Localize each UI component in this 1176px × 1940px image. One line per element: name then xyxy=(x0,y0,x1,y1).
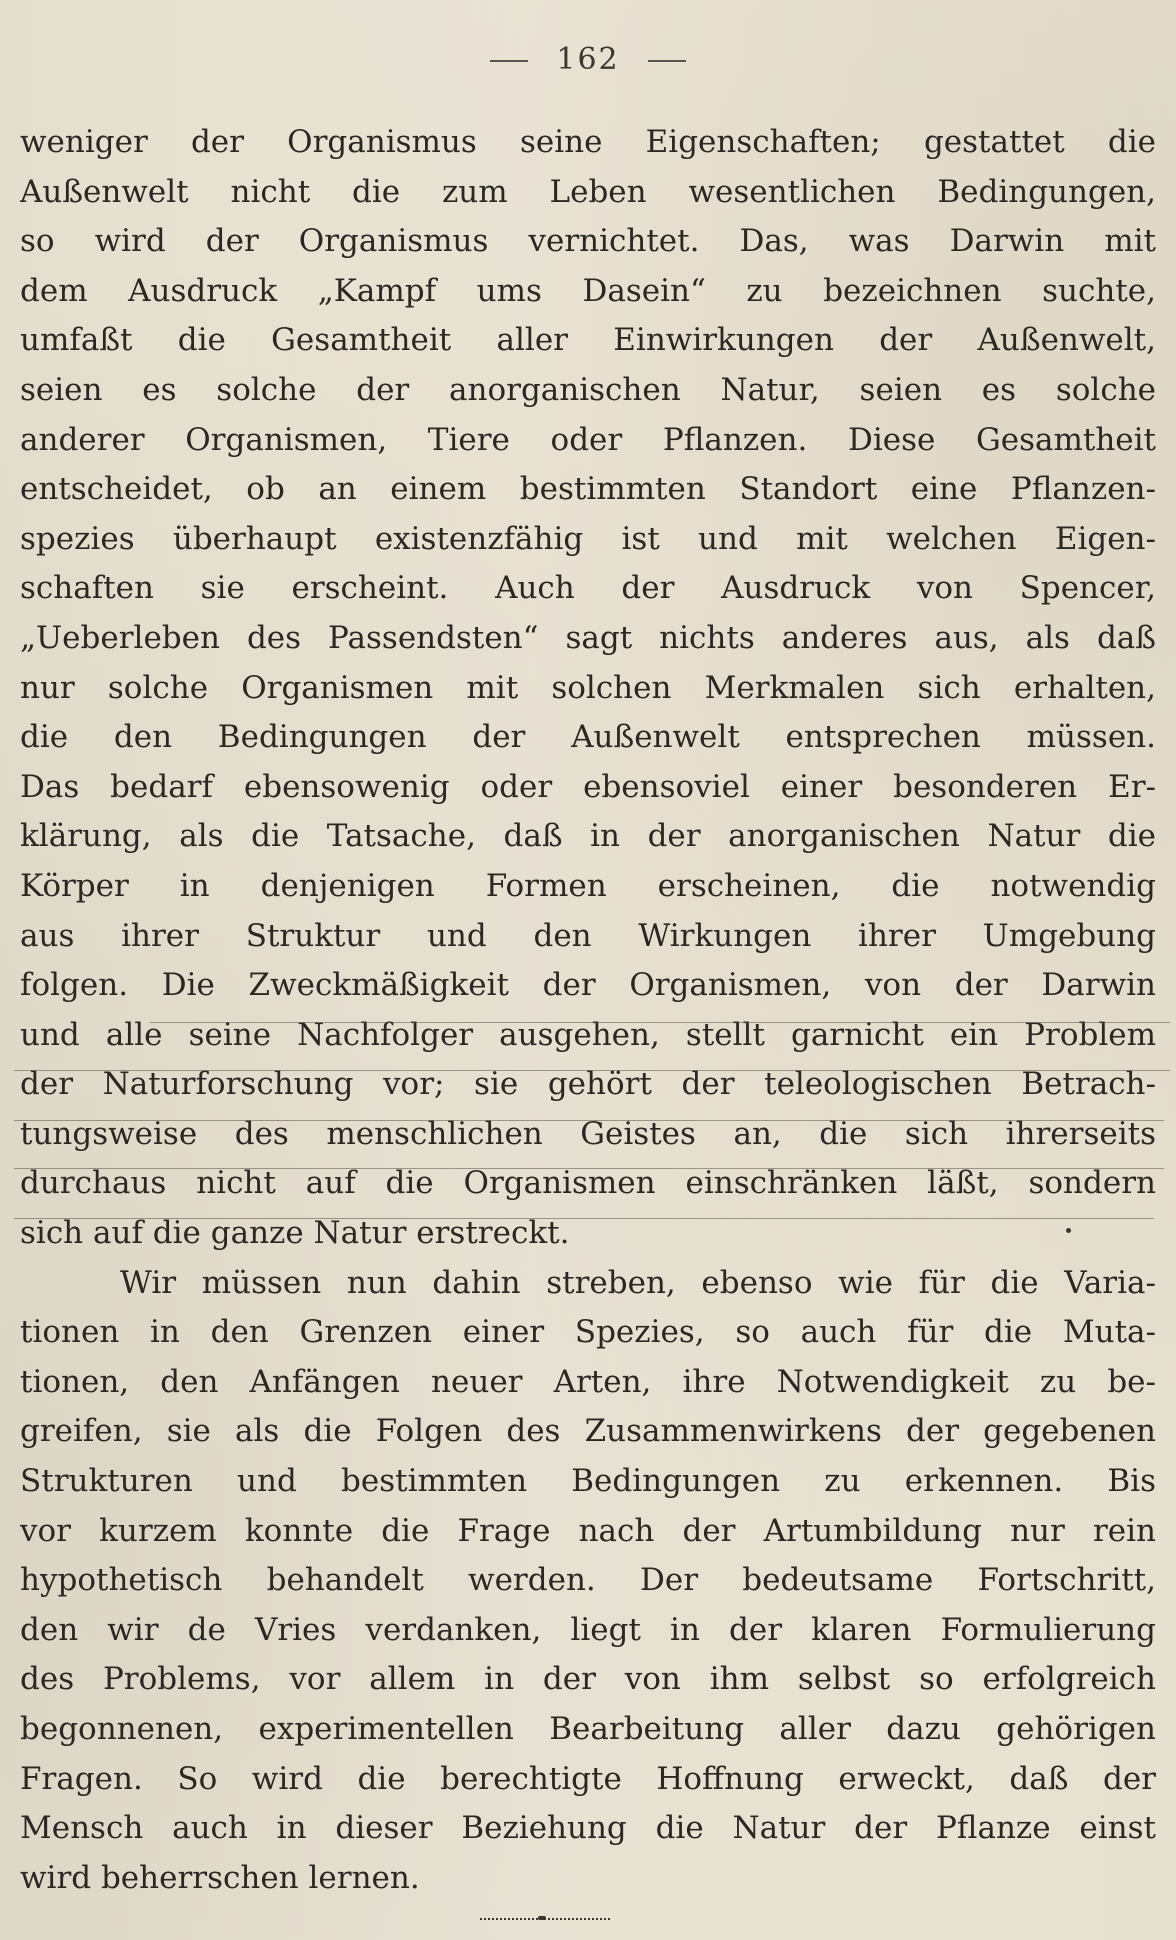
text-line: „Ueberleben des Passendsten“ sagt nichts anderes aus, als daß xyxy=(20,619,1156,656)
pencil-underline xyxy=(14,1070,1170,1071)
ink-speck xyxy=(1066,1228,1071,1233)
pencil-underline xyxy=(150,1022,1170,1023)
text-line: Körper in denjenigen Formen erscheinen, die notwendig xyxy=(20,867,1156,904)
text-line: begonnenen, experimentellen Bearbeitung aller dazu gehörigen xyxy=(20,1711,1156,1747)
pencil-underline xyxy=(14,1168,1164,1169)
text-line: seien es solche der anorganischen Natur, seien es solche xyxy=(20,371,1156,408)
text-line: durchaus nicht auf die Organismen einschränken läßt, sondern xyxy=(20,1165,1156,1202)
text-line: Mensch auch in dieser Beziehung die Natur der Pflanze einst xyxy=(20,1810,1156,1847)
text-line: Strukturen und bestimmten Bedingungen zu erkennen. Bis xyxy=(20,1463,1156,1500)
text-line: den wir de Vries verdanken, liegt in der klaren Formulierung xyxy=(20,1611,1156,1648)
text-line: entscheidet, ob an einem bestimmten Standort eine Pflanzen- xyxy=(20,471,1156,508)
left-dash xyxy=(490,60,528,62)
text-line: der Naturforschung vor; sie gehört der teleologischen Betrach- xyxy=(20,1066,1156,1103)
text-line: klärung, als die Tatsache, daß in der anorganischen Natur die xyxy=(20,818,1156,855)
text-line: des Problems, vor allem in der von ihm selbst so erfolgreich xyxy=(20,1661,1156,1698)
text-line: folgen. Die Zweckmäßigkeit der Organismen, von der Darwin xyxy=(20,967,1156,1004)
text-line: vor kurzem konnte die Frage nach der Artumbildung nur rein xyxy=(20,1512,1156,1549)
text-line: aus ihrer Struktur und den Wirkungen ihrer Umgebung xyxy=(20,917,1156,954)
page-number-header xyxy=(0,42,1176,77)
pencil-underline xyxy=(14,1218,1154,1219)
text-line: tionen, den Anfängen neuer Arten, ihre Notwendigkeit zu be- xyxy=(20,1363,1156,1400)
text-line: die den Bedingungen der Außenwelt entsprechen müssen. xyxy=(20,719,1156,756)
text-line: greifen, sie als die Folgen des Zusammenwirkens der gegebenen xyxy=(20,1413,1156,1450)
body-text xyxy=(20,118,1156,1903)
pencil-underline xyxy=(14,1120,1164,1121)
text-line: Das bedarf ebensowenig oder ebensoviel einer besonderen Er- xyxy=(20,768,1156,805)
page-number: 162 xyxy=(556,42,620,77)
text-line: anderer Organismen, Tiere oder Pflanzen. Diese Gesamtheit xyxy=(20,421,1156,458)
text-line: umfaßt die Gesamtheit aller Einwirkungen der Außenwelt, xyxy=(20,322,1156,359)
text-line: Fragen. So wird die berechtigte Hoffnung erweckt, daß der xyxy=(20,1760,1156,1797)
text-line: weniger der Organismus seine Eigenschaften; gestattet die xyxy=(20,124,1156,160)
paragraph-1 xyxy=(20,118,1156,1259)
text-line: schaften sie erscheint. Auch der Ausdruck von Spencer, xyxy=(20,570,1156,607)
text-line: so wird der Organismus vernichtet. Das, was Darwin mit xyxy=(20,223,1156,260)
text-line: tionen in den Grenzen einer Spezies, so auch für die Muta- xyxy=(20,1314,1156,1351)
text-line: tungsweise des menschlichen Geistes an, die sich ihrerseits xyxy=(20,1115,1156,1152)
paragraph-2 xyxy=(20,1259,1156,1904)
text-line: Wir müssen nun dahin streben, ebenso wie für die Varia- xyxy=(120,1264,1156,1301)
text-line: sich auf die ganze Natur erstreckt. xyxy=(20,1215,570,1252)
text-line: wird beherrschen lernen. xyxy=(20,1859,420,1896)
end-ornament xyxy=(480,1918,610,1926)
text-line: und alle seine Nachfolger ausgehen, stellt garnicht ein Problem xyxy=(20,1016,1156,1053)
text-line: dem Ausdruck „Kampf ums Dasein“ zu bezeichnen suchte, xyxy=(20,272,1156,309)
text-line: Außenwelt nicht die zum Leben wesentlichen Bedingungen, xyxy=(20,173,1156,210)
right-dash xyxy=(648,60,686,62)
text-line: hypothetisch behandelt werden. Der bedeutsame Fortschritt, xyxy=(20,1562,1156,1599)
text-line: nur solche Organismen mit solchen Merkmalen sich erhalten, xyxy=(20,669,1156,706)
text-line: spezies überhaupt existenzfähig ist und mit welchen Eigen- xyxy=(20,520,1156,557)
